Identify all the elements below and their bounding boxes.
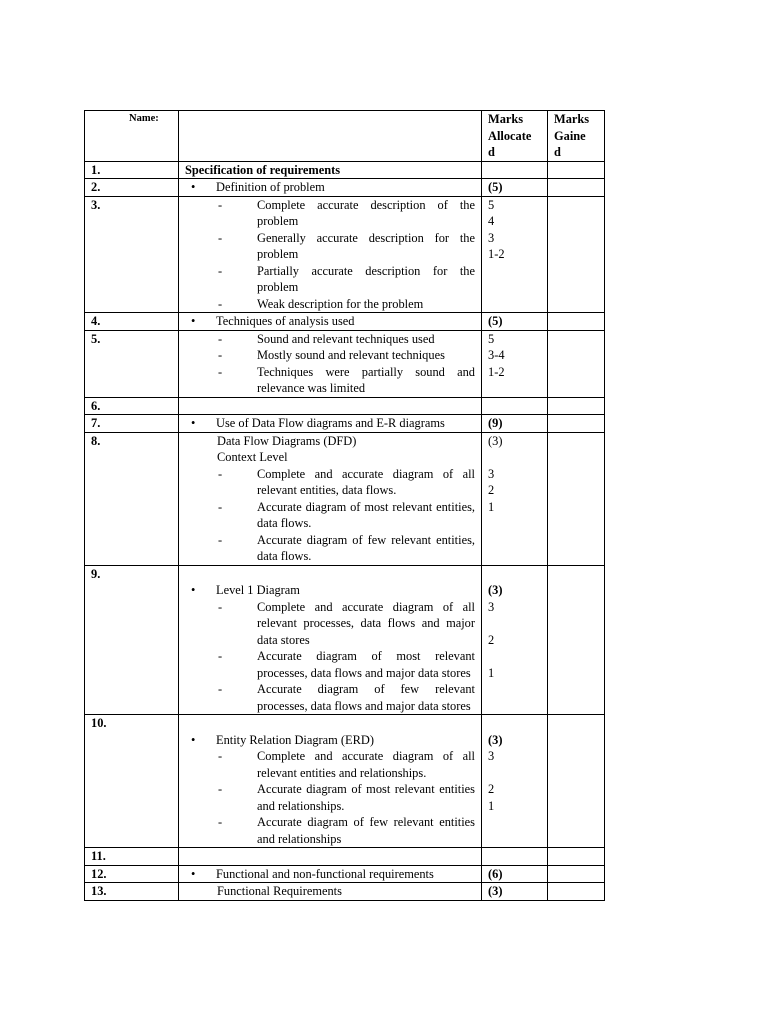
dash-icon: - — [218, 364, 223, 379]
name-field[interactable] — [179, 111, 482, 162]
marks-gained-header: Marks Gaine d — [548, 111, 605, 162]
table-row — [85, 330, 605, 397]
dash-icon: - — [218, 197, 223, 212]
descriptor-item: - Mostly sound and relevant techniques — [218, 348, 445, 362]
row-number: 2. — [85, 179, 179, 197]
dash-icon: - — [218, 331, 223, 346]
marks-gained-cell[interactable] — [548, 161, 605, 179]
descriptor-item: - Complete and accurate diagram of all relevant entities and relationships. — [218, 749, 475, 780]
row-number: 13. — [85, 883, 179, 901]
dash-icon: - — [218, 296, 223, 311]
marks-allocated-cell: (3) 3 2 1 — [482, 565, 548, 715]
marks-allocated-cell: (3) 3 2 1 — [482, 432, 548, 565]
bullet-icon: • — [191, 583, 196, 597]
criterion-cell: Data Flow Diagrams (DFD) Context Level - Complete and accurate diagram of all relevant entities, data flows. - Accurate diagram of most relevant entities, data flows. - Accurate diagram of few relevant entities, data flows. — [179, 432, 482, 565]
table-row — [85, 161, 605, 179]
row-number: 6. — [85, 397, 179, 415]
descriptor-item: - Accurate diagram of most relevant entities, data flows. — [218, 499, 475, 530]
descriptor-item: - Accurate diagram of few relevant processes, data flows and major data stores — [218, 682, 475, 713]
descriptor-item: - Accurate diagram of most relevant processes, data flows and major data stores — [218, 649, 475, 680]
table-row — [85, 883, 605, 901]
marks-allocated-header: Marks Allocate d — [482, 111, 548, 162]
row-number: 10. — [85, 715, 179, 848]
criterion-cell — [179, 848, 482, 866]
row-number: 7. — [85, 415, 179, 433]
criterion-cell: • Techniques of analysis used — [179, 313, 482, 331]
marks-gained-cell[interactable] — [548, 715, 605, 848]
marks-allocated-cell — [482, 161, 548, 179]
marks-allocated-cell: (3) 3 2 1 — [482, 715, 548, 848]
descriptor-item: - Accurate diagram of few relevant entities and relationships — [218, 815, 475, 846]
marks-gained-cell[interactable] — [548, 313, 605, 331]
row-number: 8. — [85, 432, 179, 565]
table-row — [85, 565, 605, 715]
marks-allocated-cell: (6) — [482, 865, 548, 883]
criterion-cell — [179, 330, 482, 397]
row-number: 1. — [85, 161, 179, 179]
descriptor-item: - Complete and accurate diagram of all relevant entities, data flows. — [218, 466, 475, 497]
row-number: 11. — [85, 848, 179, 866]
descriptor-item: - Complete accurate description of the problem — [218, 197, 475, 228]
table-row — [85, 313, 605, 331]
section-title: Specification of requirements — [179, 161, 482, 179]
marks-allocated-cell: 5 3-4 1-2 — [482, 330, 548, 397]
dash-icon: - — [218, 348, 223, 362]
marks-gained-cell[interactable] — [548, 883, 605, 901]
marks-allocated-cell: (9) — [482, 415, 548, 433]
marks-gained-cell[interactable] — [548, 196, 605, 313]
header-row — [85, 111, 605, 162]
marks-gained-cell[interactable] — [548, 415, 605, 433]
marks-allocated-cell — [482, 848, 548, 866]
descriptor-item: - Complete and accurate diagram of all relevant processes, data flows and major data stores — [218, 599, 475, 647]
marks-gained-cell[interactable] — [548, 865, 605, 883]
marks-allocated-cell: 5 4 3 1-2 — [482, 196, 548, 313]
marks-allocated-cell: (3) — [482, 883, 548, 901]
descriptor-item: - Generally accurate description for the problem — [218, 230, 475, 261]
descriptor-item: - Sound and relevant techniques used — [218, 331, 435, 346]
row-number: 9. — [85, 565, 179, 715]
marks-allocated-cell — [482, 397, 548, 415]
criterion-cell: Functional Requirements — [179, 883, 482, 901]
marking-rubric-table — [84, 110, 605, 901]
dash-icon: - — [218, 749, 223, 763]
marks-allocated-cell: (5) — [482, 313, 548, 331]
row-number: 4. — [85, 313, 179, 331]
dash-icon: - — [218, 532, 223, 547]
marks-allocated-cell: (5) — [482, 179, 548, 197]
marks-gained-cell[interactable] — [548, 565, 605, 715]
bullet-icon: • — [191, 866, 196, 881]
table-row — [85, 848, 605, 866]
descriptor-item: - Techniques were partially sound and relevance was limited — [218, 364, 475, 395]
criterion-cell: • Entity Relation Diagram (ERD) - Complete and accurate diagram of all relevant entities and relationships. - Accurate diagram of most relevant entities and relationships. - Accurate diagram of few relevant entities and relationships — [179, 715, 482, 848]
dash-icon: - — [218, 466, 223, 481]
table-row — [85, 196, 605, 313]
bullet-icon: • — [191, 732, 196, 747]
name-label: Name: — [85, 111, 179, 162]
table-row — [85, 865, 605, 883]
marks-gained-cell[interactable] — [548, 179, 605, 197]
marks-gained-cell[interactable] — [548, 397, 605, 415]
dash-icon: - — [218, 263, 223, 278]
descriptor-item: - Weak description for the problem — [218, 296, 424, 311]
criterion-cell: • Definition of problem — [179, 179, 482, 197]
dash-icon: - — [218, 782, 223, 796]
criterion-cell: • Level 1 Diagram - Complete and accurate diagram of all relevant processes, data flows and major data stores - Accurate diagram of most relevant processes, data flows and major data stores - Accurate diagram of few relevant processes, data flows and major data stores — [179, 565, 482, 715]
descriptor-item: - Accurate diagram of most relevant entities and relationships. — [218, 782, 475, 813]
table-row — [85, 715, 605, 848]
row-number: 12. — [85, 865, 179, 883]
row-number: 5. — [85, 330, 179, 397]
descriptor-item: - Accurate diagram of few relevant entities, data flows. — [218, 532, 475, 563]
marks-gained-cell[interactable] — [548, 432, 605, 565]
criterion-cell — [179, 196, 482, 313]
criterion-cell: • Use of Data Flow diagrams and E-R diagrams — [179, 415, 482, 433]
table-row — [85, 415, 605, 433]
table-row — [85, 397, 605, 415]
table-row — [85, 179, 605, 197]
marks-gained-cell[interactable] — [548, 848, 605, 866]
dash-icon: - — [218, 499, 223, 514]
criterion-cell — [179, 397, 482, 415]
dash-icon: - — [218, 649, 223, 663]
dash-icon: - — [218, 230, 223, 245]
descriptor-item: - Partially accurate description for the problem — [218, 263, 475, 294]
bullet-icon: • — [191, 180, 196, 194]
dash-icon: - — [218, 815, 223, 829]
table-row — [85, 432, 605, 565]
bullet-icon: • — [191, 314, 196, 328]
bullet-icon: • — [191, 416, 196, 430]
dash-icon: - — [218, 682, 223, 696]
marks-gained-cell[interactable] — [548, 330, 605, 397]
dash-icon: - — [218, 599, 223, 614]
criterion-cell: • Functional and non-functional requirements — [179, 865, 482, 883]
row-number: 3. — [85, 196, 179, 313]
